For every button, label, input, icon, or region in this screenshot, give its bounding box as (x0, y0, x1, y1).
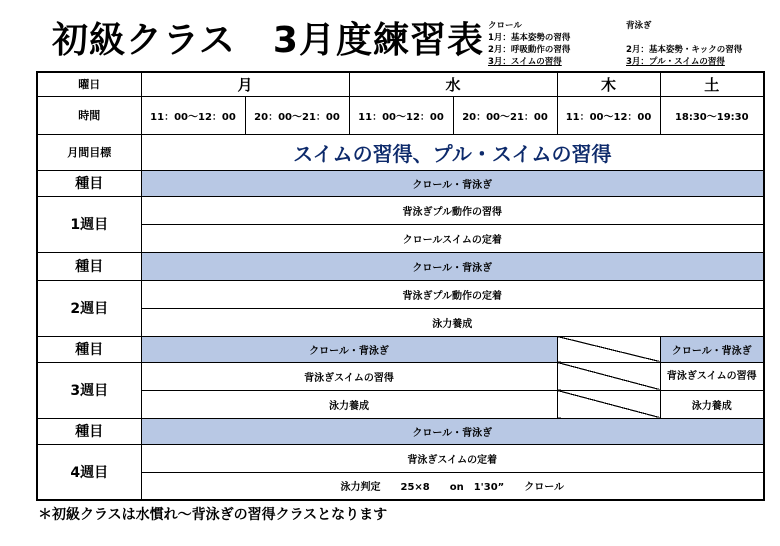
backstroke-notes-line: 3月：プル・スイムの習得 (626, 57, 725, 67)
monthly-goal-label: 月間目標 (37, 134, 141, 170)
week-row (37, 390, 764, 418)
time-slot: 11：00〜12：00 (557, 96, 660, 134)
time-row (37, 96, 764, 134)
backstroke-notes-heading: 背泳ぎ (626, 21, 652, 31)
week-row (37, 196, 764, 224)
week-content-saturday: 背泳ぎスイムの習得 (660, 362, 764, 390)
monthly-goal: スイムの習得、プル・スイムの習得 (141, 134, 764, 170)
week-content-saturday: 泳力養成 (660, 390, 764, 418)
time-slot: 20：00〜21：00 (453, 96, 557, 134)
week-row (37, 308, 764, 336)
time-slot: 11：00〜12：00 (349, 96, 453, 134)
event-row (37, 170, 764, 196)
week-content: 背泳ぎプル動作の定着 (141, 280, 764, 308)
week-content: クロールスイムの定着 (141, 224, 764, 252)
time-label: 時間 (37, 96, 141, 134)
event-row (37, 418, 764, 444)
event-label: 種目 (37, 418, 141, 444)
time-slot: 20：00〜21：00 (245, 96, 349, 134)
crawl-notes-line: 3月：スイムの習得 (488, 57, 562, 67)
week-row (37, 444, 764, 472)
backstroke-notes-line: 2月：基本姿勢・キックの習得 (626, 45, 743, 55)
day-monday: 月 (141, 72, 349, 96)
week-content: 背泳ぎスイムの定着 (141, 444, 764, 472)
no-class-slash (557, 336, 660, 362)
week-label: 4週目 (37, 444, 141, 500)
week-content: 泳力養成 (141, 308, 764, 336)
event-label: 種目 (37, 336, 141, 362)
week-label: 3週目 (37, 362, 141, 418)
week-content: 背泳ぎプル動作の習得 (141, 196, 764, 224)
goal-row (37, 134, 764, 170)
page-title: 初級クラス 3月度練習表 (52, 20, 484, 61)
event-cell: クロール・背泳ぎ (141, 252, 764, 280)
event-cell: クロール・背泳ぎ (141, 170, 764, 196)
footer-note: ＊初級クラスは水慣れ〜背泳ぎの習得クラスとなります (38, 507, 388, 523)
event-row (37, 252, 764, 280)
crawl-notes-line: 2月：呼吸動作の習得 (488, 45, 571, 55)
backstroke-notes (626, 20, 742, 68)
crawl-notes (488, 20, 570, 68)
schedule-table (36, 71, 765, 501)
week-content: 泳力判定 25×8 on 1'30” クロール (141, 472, 764, 500)
event-cell-saturday: クロール・背泳ぎ (660, 336, 764, 362)
day-saturday: 土 (660, 72, 764, 96)
event-row (37, 336, 764, 362)
week-row (37, 280, 764, 308)
week-label: 1週目 (37, 196, 141, 252)
week-row (37, 472, 764, 500)
event-cell: クロール・背泳ぎ (141, 336, 557, 362)
week-label: 2週目 (37, 280, 141, 336)
week-content: 泳力養成 (141, 390, 557, 418)
no-class-slash (557, 390, 660, 418)
week-content: 背泳ぎスイムの習得 (141, 362, 557, 390)
day-wednesday: 水 (349, 72, 557, 96)
time-slot: 18:30〜19:30 (660, 96, 764, 134)
day-row (37, 72, 764, 96)
day-thursday: 木 (557, 72, 660, 96)
week-row (37, 224, 764, 252)
crawl-notes-heading: クロール (488, 21, 522, 31)
event-label: 種目 (37, 252, 141, 280)
no-class-slash (557, 362, 660, 390)
time-slot: 11：00〜12：00 (141, 96, 245, 134)
week-row (37, 362, 764, 390)
event-cell: クロール・背泳ぎ (141, 418, 764, 444)
day-label: 曜日 (37, 72, 141, 96)
crawl-notes-line: 1月：基本姿勢の習得 (488, 33, 571, 43)
event-label: 種目 (37, 170, 141, 196)
